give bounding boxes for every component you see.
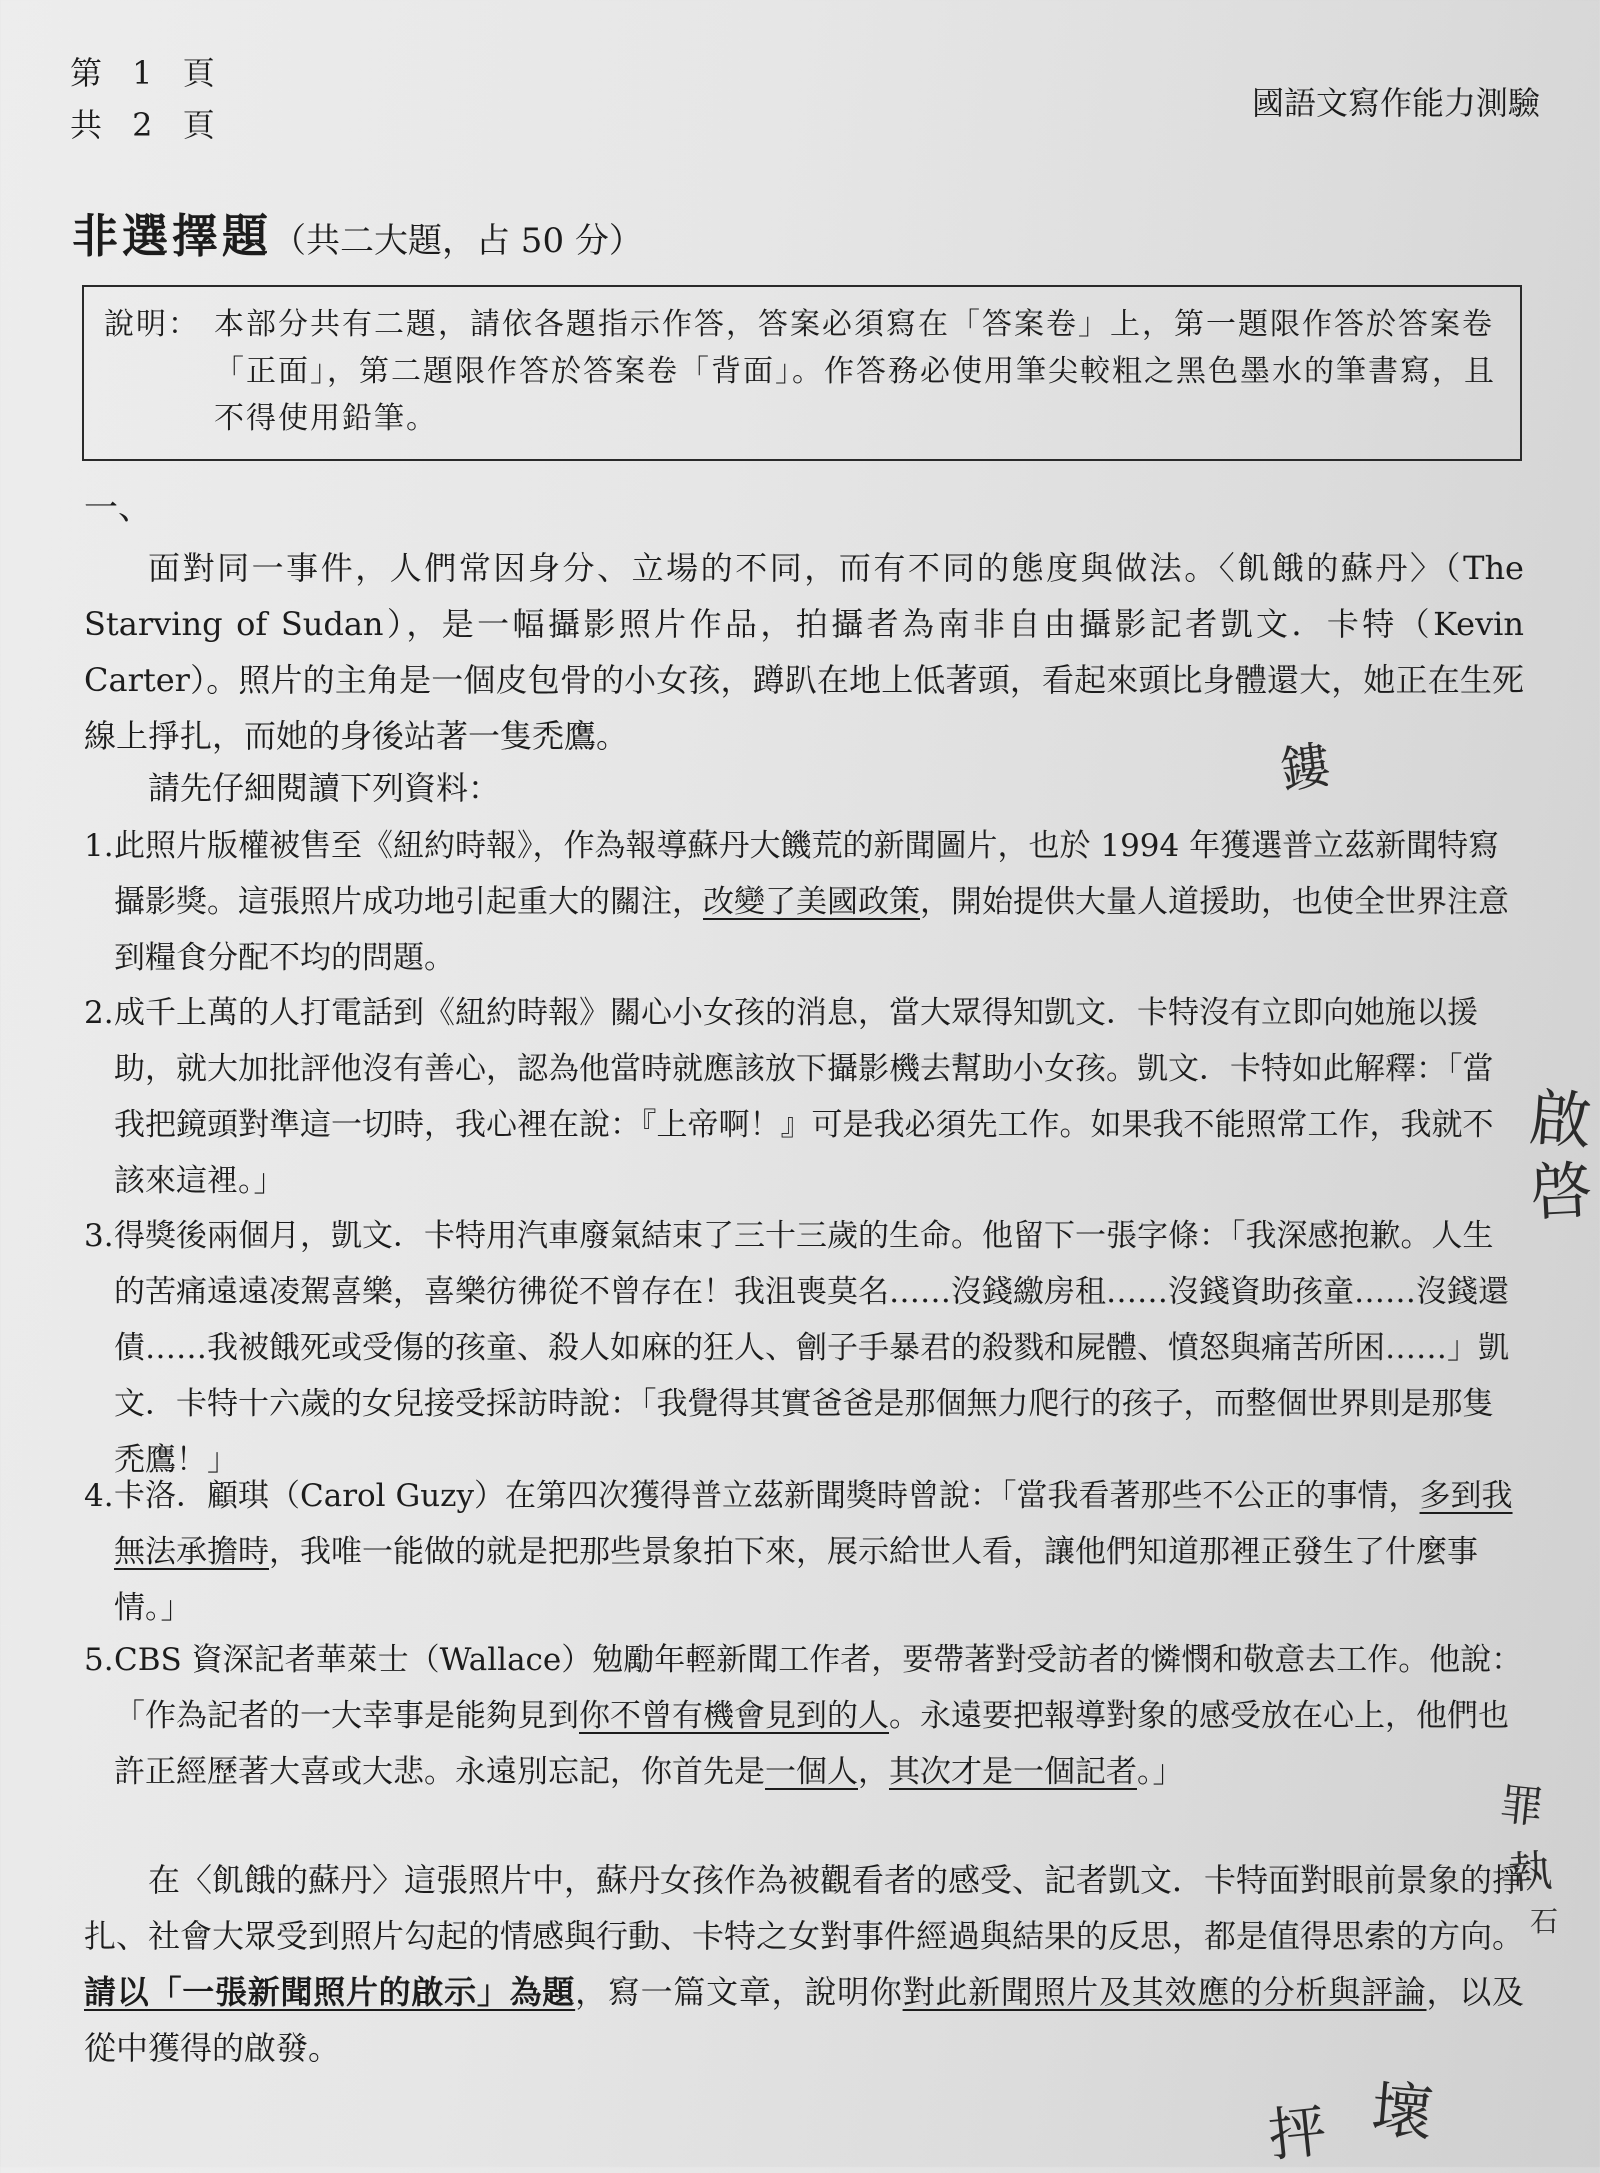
item-number: 2. bbox=[84, 995, 114, 1031]
item-text: CBS 資深記者華萊士（Wallace）勉勵年輕新聞工作者，要帶著對受訪者的憐憫和敬意去工作。他說：「作為記者的一大幸事是能夠見到 bbox=[114, 1642, 1523, 1734]
closing-text: 在〈飢餓的蘇丹〉這張照片中，蘇丹女孩作為被觀看者的感受、記者凱文．卡特面對眼前景象的掙扎、社會大眾受到照片勾起的情感與行動、卡特之女對事件經過與結果的反思，都是值得思索的方向。 bbox=[84, 1861, 1525, 1955]
section-subtitle: （共二大題，占 50 分） bbox=[272, 221, 643, 261]
item-number: 3. bbox=[84, 1218, 114, 1254]
handwritten-note: 啟 bbox=[1527, 1080, 1595, 1159]
list-item bbox=[84, 818, 1524, 986]
instructions-box bbox=[82, 285, 1522, 461]
page-number: 第 1 頁 bbox=[70, 54, 225, 92]
item-text: 。永遠要把報導對象的感受放在心上，他們也許正經歷著大喜或大悲。永遠別忘記，你首先是 bbox=[114, 1698, 1509, 1790]
instructions-label: 說明： bbox=[104, 307, 200, 342]
instructions-text: 本部分共有二題，請依各題指示作答，答案必須寫在「答案卷」上，第一題限作答於答案卷「正面」，第二題限作答於答案卷「背面」。作答務必使用筆尖較粗之黑色墨水的筆書寫，且不得使用鉛筆。 bbox=[214, 307, 1496, 436]
underlined-text: 一個人 bbox=[765, 1754, 858, 1790]
essay-title-instruction: 請以「一張新聞照片的啟示」為題 bbox=[84, 1973, 576, 2011]
closing-text: ，寫一篇文章，說明你 bbox=[575, 1973, 903, 2011]
question-number: 一、 bbox=[84, 488, 152, 528]
item-text: ， bbox=[858, 1754, 889, 1790]
section-title: 非選擇題 bbox=[72, 209, 272, 263]
item-text: 得獎後兩個月，凱文．卡特用汽車廢氣結束了三十三歲的生命。他留下一張字條：「我深感抱歉。人生的苦痛遠遠凌駕喜樂，喜樂彷彿從不曾存在！我沮喪莫名……沒錢繳房租……沒錢資助孩童……沒錢還債……我被餓死或受傷的孩童、殺人如麻的狂人、劊子手暴君的殺戮和屍體、憤怒與痛苦所困……」凱文．卡特十六歲的女兒接受採訪時說：「我覺得其實爸爸是那個無力爬行的孩子，而整個世界則是那隻禿鷹！」 bbox=[114, 1218, 1509, 1478]
item-number: 5. bbox=[84, 1642, 114, 1678]
item-text: 卡洛．顧琪（Carol Guzy）在第四次獲得普立茲新聞獎時曾說：「當我看著那些不公正的事情， bbox=[114, 1478, 1420, 1514]
underlined-text: 你不曾有機會見到的人 bbox=[579, 1698, 889, 1734]
underlined-text: 其次才是一個記者 bbox=[889, 1754, 1137, 1790]
list-item bbox=[84, 1468, 1524, 1636]
handwritten-note: 壞 bbox=[1368, 2072, 1437, 2151]
item-text: ，開始提供大量人道援助，也使全世界注意到糧食分配不均的問題。 bbox=[114, 884, 1509, 976]
underlined-text: 對此新聞照片及其效應的分析與評論 bbox=[902, 1973, 1427, 2011]
item-text: 成千上萬的人打電話到《紐約時報》關心小女孩的消息，當大眾得知凱文．卡特沒有立即向她施以援助，就大加批評他沒有善心，認為他當時就應該放下攝影機去幫助小女孩。凱文．卡特如此解釋：「當我把鏡頭對準這一切時，我心裡在說：『上帝啊！』可是我必須先工作。如果我不能照常工作，我就不該來這裡。」 bbox=[114, 995, 1494, 1199]
list-item bbox=[84, 1208, 1524, 1488]
underlined-text: 多到我無法承擔時 bbox=[114, 1478, 1513, 1570]
handwritten-note: 抨 bbox=[1265, 2096, 1330, 2170]
handwritten-note: 執 bbox=[1506, 1845, 1555, 1900]
item-number: 1. bbox=[84, 828, 114, 864]
reading-prompt: 請先仔細閱讀下列資料： bbox=[148, 769, 501, 807]
handwritten-note: 啓 bbox=[1528, 1153, 1595, 1230]
list-item bbox=[84, 1632, 1524, 1800]
handwritten-note: 罪 bbox=[1496, 1778, 1547, 1835]
handwritten-note: 石 bbox=[1530, 1905, 1559, 1938]
exam-title: 國語文寫作能力測驗 bbox=[1251, 84, 1540, 122]
question-intro: 面對同一事件，人們常因身分、立場的不同，而有不同的態度與做法。〈飢餓的蘇丹〉（The Starving of Sudan），是一幅攝影照片作品，拍攝者為南非自由攝影記者凱文．卡特（Kevin Carter）。照片的主角是一個皮包骨的小女孩，蹲趴在地上低著頭，看起來頭比身體還大，她正在生死線上掙扎，而她的身後站著一隻禿鷹。 bbox=[84, 549, 1524, 755]
handwritten-note: 鏤 bbox=[1276, 735, 1335, 801]
item-text: 。」 bbox=[1137, 1754, 1184, 1790]
item-text: 此照片版權被售至《紐約時報》，作為報導蘇丹大饑荒的新聞圖片，也於 1994 年獲選普立茲新聞特寫攝影獎。這張照片成功地引起重大的關注， bbox=[114, 828, 1500, 920]
section-heading bbox=[72, 200, 643, 266]
closing-paragraph bbox=[84, 1852, 1524, 2076]
page-total: 共 2 頁 bbox=[70, 106, 225, 144]
item-text: ，我唯一能做的就是把那些景象拍下來，展示給世人看，讓他們知道那裡正發生了什麼事情。」 bbox=[114, 1534, 1478, 1626]
closing-text: ，以及從中獲得的啟發。 bbox=[84, 1973, 1524, 2067]
item-number: 4. bbox=[84, 1478, 114, 1514]
list-item bbox=[84, 985, 1524, 1209]
underlined-text: 改變了美國政策 bbox=[703, 884, 920, 920]
